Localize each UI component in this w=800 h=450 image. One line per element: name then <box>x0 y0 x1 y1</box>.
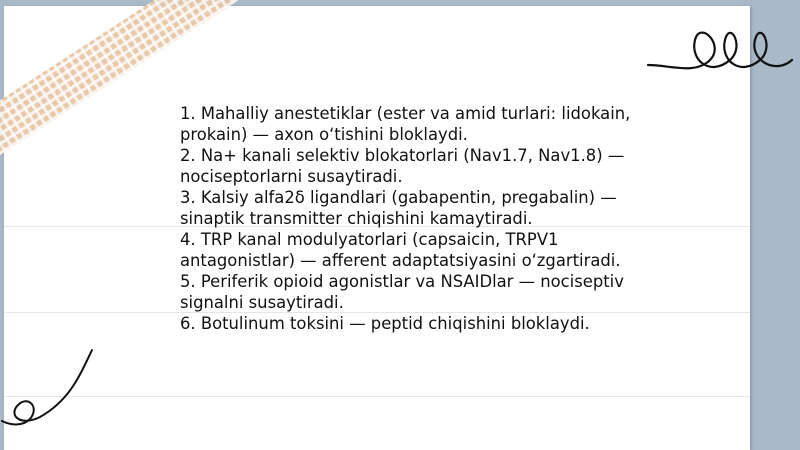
list-item: 6. Botulinum toksini — peptid chiqishini bloklaydi. <box>180 314 590 333</box>
list <box>180 103 650 334</box>
list-item: 2. Na+ kanali selektiv blokatorlari (Nav1.7, Nav1.8) — nociseptorlarni susaytiradi. <box>180 146 625 186</box>
list-item: 5. Periferik opioid agonistlar va NSAIDlar — nociseptiv signalni susaytiradi. <box>180 272 624 312</box>
loop-scribble-icon <box>640 15 800 85</box>
list-item: 3. Kalsiy alfa2δ ligandlari (gabapentin, pregabalin) — sinaptik transmitter chiqishini kamaytiradi. <box>180 188 617 228</box>
list-item: 4. TRP kanal modulyatorlari (capsaicin, TRPV1 antagonistlar) — afferent adaptatsiyasini o‘zgartiradi. <box>180 230 621 270</box>
loop-scribble-icon <box>0 345 110 435</box>
ruled-line <box>4 396 750 397</box>
list-item: 1. Mahalliy anestetiklar (ester va amid turlari: lidokain, prokain) — axon o‘tishini bloklaydi. <box>180 104 631 144</box>
